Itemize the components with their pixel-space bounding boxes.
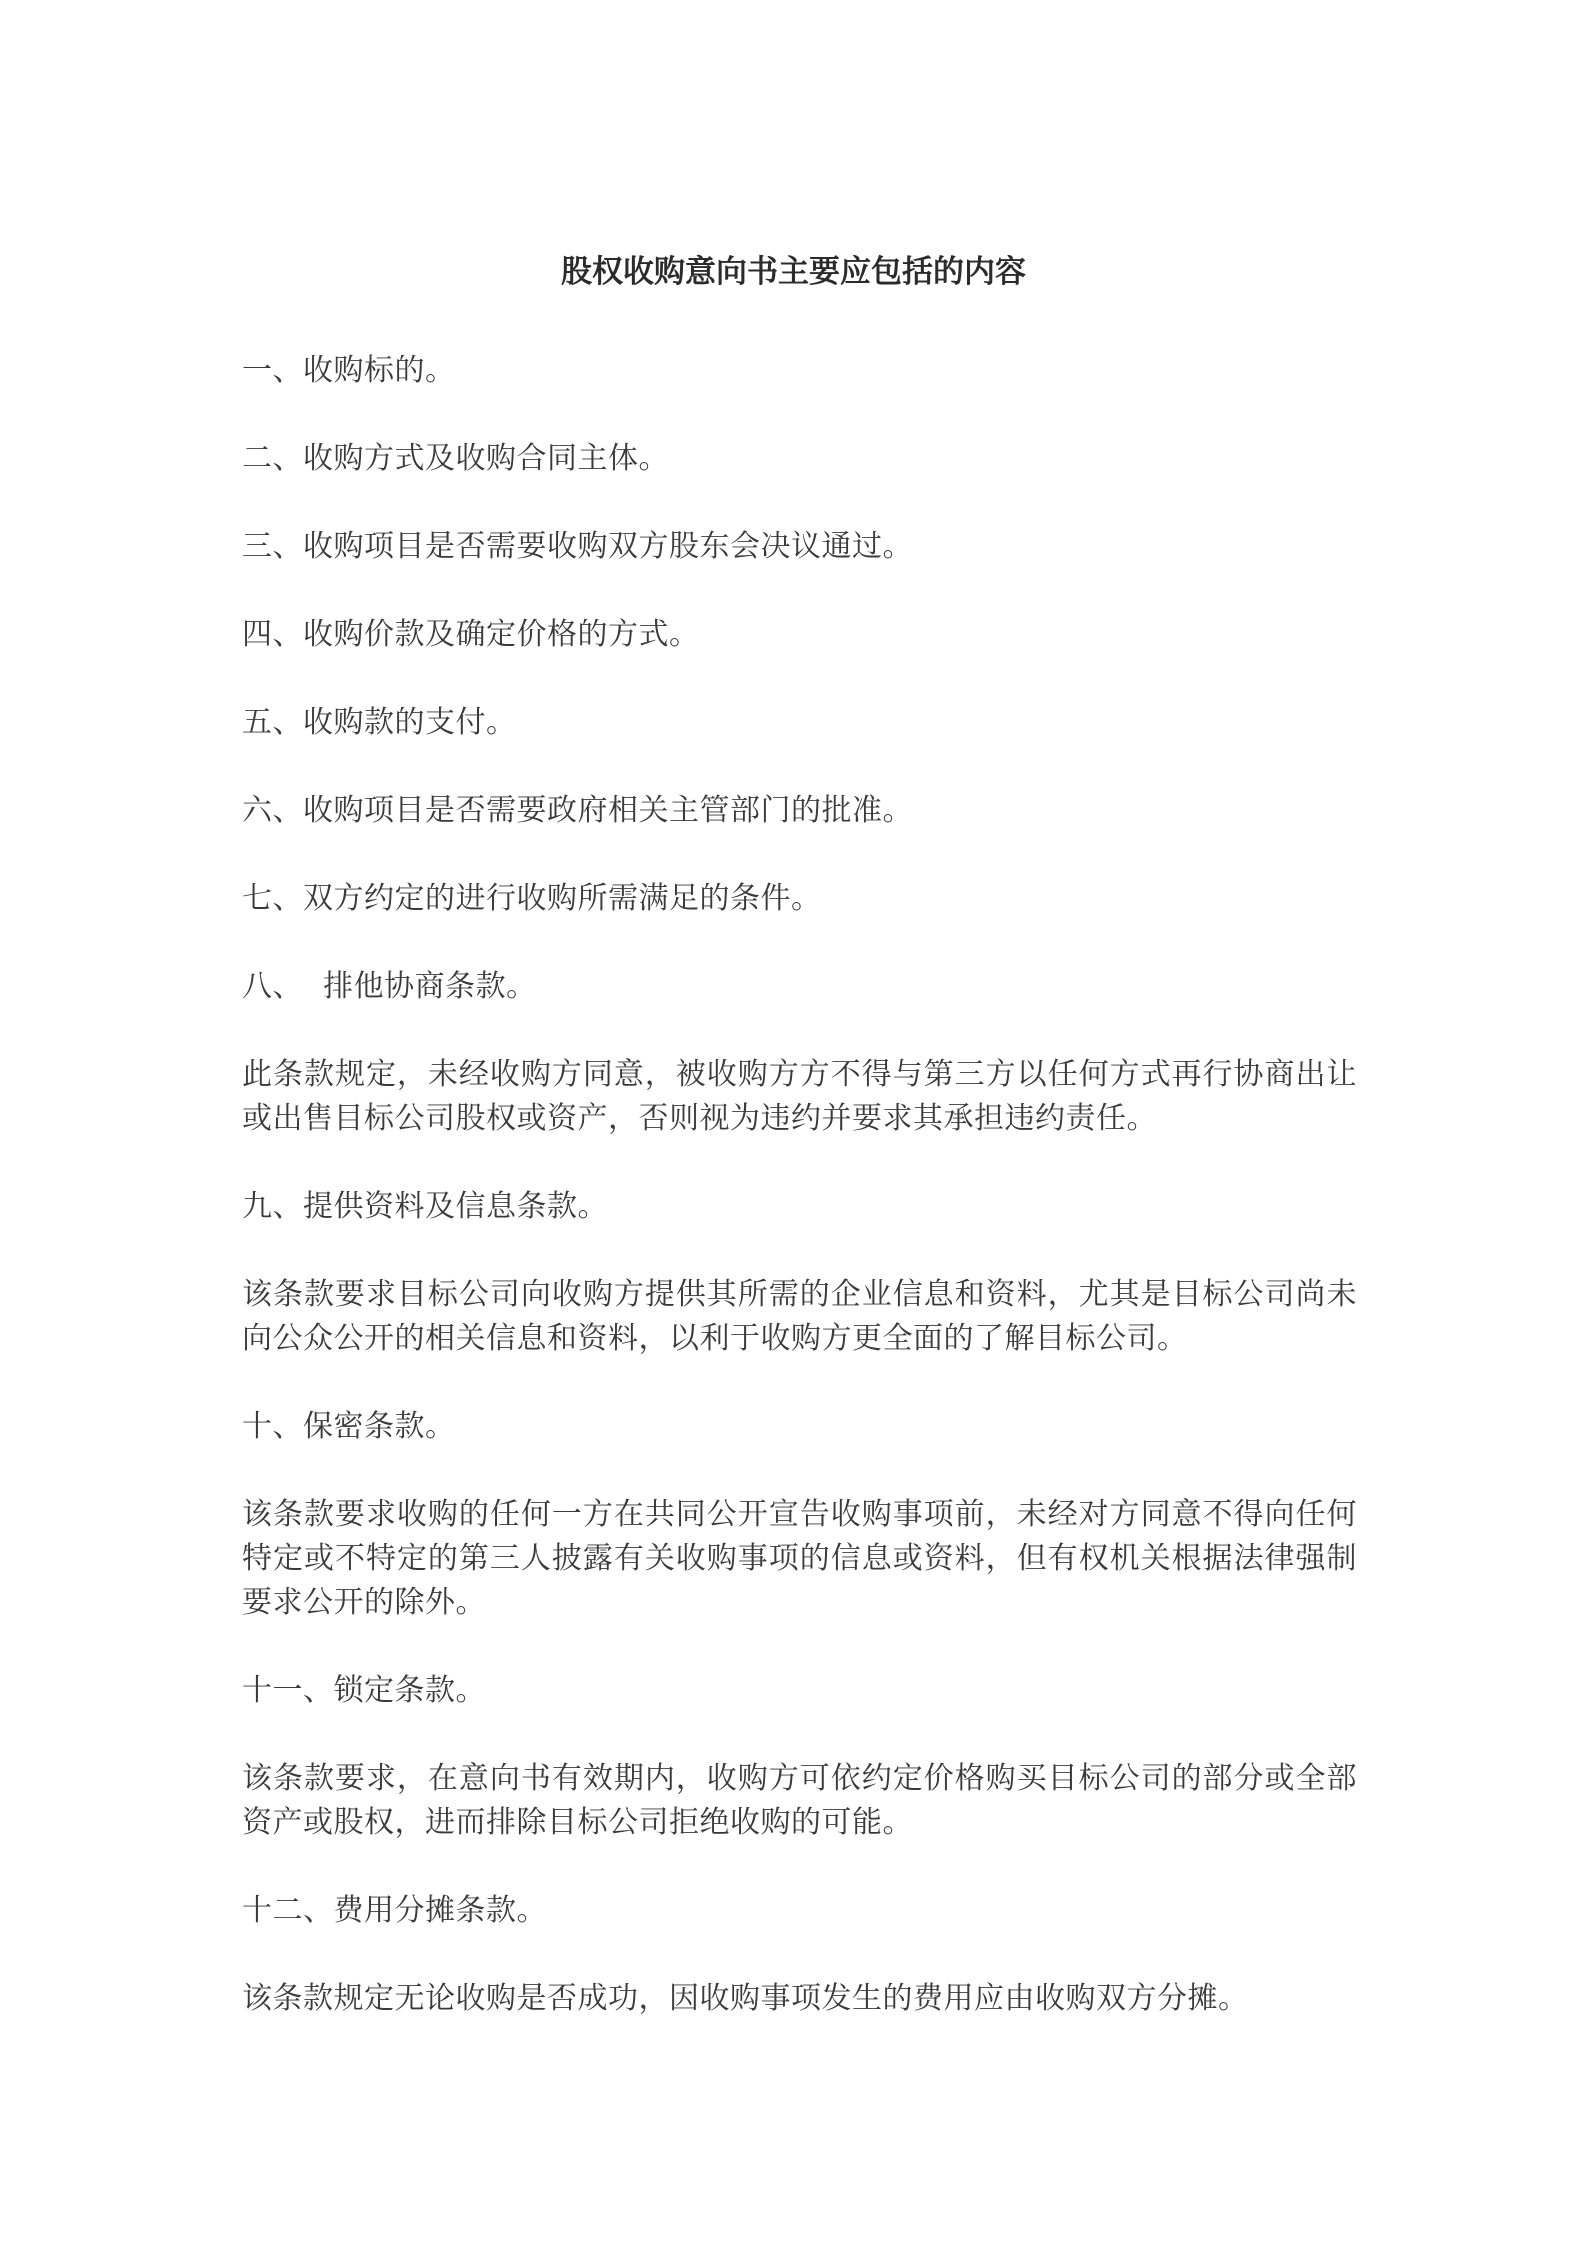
item-11-body: 该条款要求，在意向书有效期内，收购方可依约定价格购买目标公司的部分或全部资产或股权，进而排除目标公司拒绝收购的可能。 <box>242 1761 1357 1840</box>
item-9-body: 该条款要求目标公司向收购方提供其所需的企业信息和资料，尤其是目标公司尚未向公众公开的相关信息和资料，以利于收购方更全面的了解目标公司。 <box>242 1277 1357 1356</box>
item-12-body: 该条款规定无论收购是否成功，因收购事项发生的费用应由收购双方分摊。 <box>242 1981 1249 2016</box>
item-8-heading: 八、 排他协商条款。 <box>242 969 537 1004</box>
item-11-heading: 十一、锁定条款。 <box>242 1673 486 1708</box>
item-3: 三、收购项目是否需要收购双方股东会决议通过。 <box>242 529 913 564</box>
item-12-heading: 十二、费用分摊条款。 <box>242 1893 547 1928</box>
item-10-body: 该条款要求收购的任何一方在共同公开宣告收购事项前，未经对方同意不得向任何特定或不特定的第三人披露有关收购事项的信息或资料，但有权机关根据法律强制要求公开的除外。 <box>242 1497 1357 1620</box>
item-7: 七、双方约定的进行收购所需满足的条件。 <box>242 881 822 916</box>
item-2: 二、收购方式及收购合同主体。 <box>242 441 669 476</box>
item-8-body: 此条款规定，未经收购方同意，被收购方方不得与第三方以任何方式再行协商出让或出售目标公司股权或资产，否则视为违约并要求其承担违约责任。 <box>242 1057 1357 1136</box>
item-4: 四、收购价款及确定价格的方式。 <box>242 617 700 652</box>
document-title: 股权收购意向书主要应包括的内容 <box>561 254 1026 290</box>
item-5: 五、收购款的支付。 <box>242 705 517 740</box>
item-1: 一、收购标的。 <box>242 353 456 388</box>
item-10-heading: 十、保密条款。 <box>242 1409 456 1444</box>
item-6: 六、收购项目是否需要政府相关主管部门的批准。 <box>242 793 913 828</box>
item-9-heading: 九、提供资料及信息条款。 <box>242 1189 608 1224</box>
